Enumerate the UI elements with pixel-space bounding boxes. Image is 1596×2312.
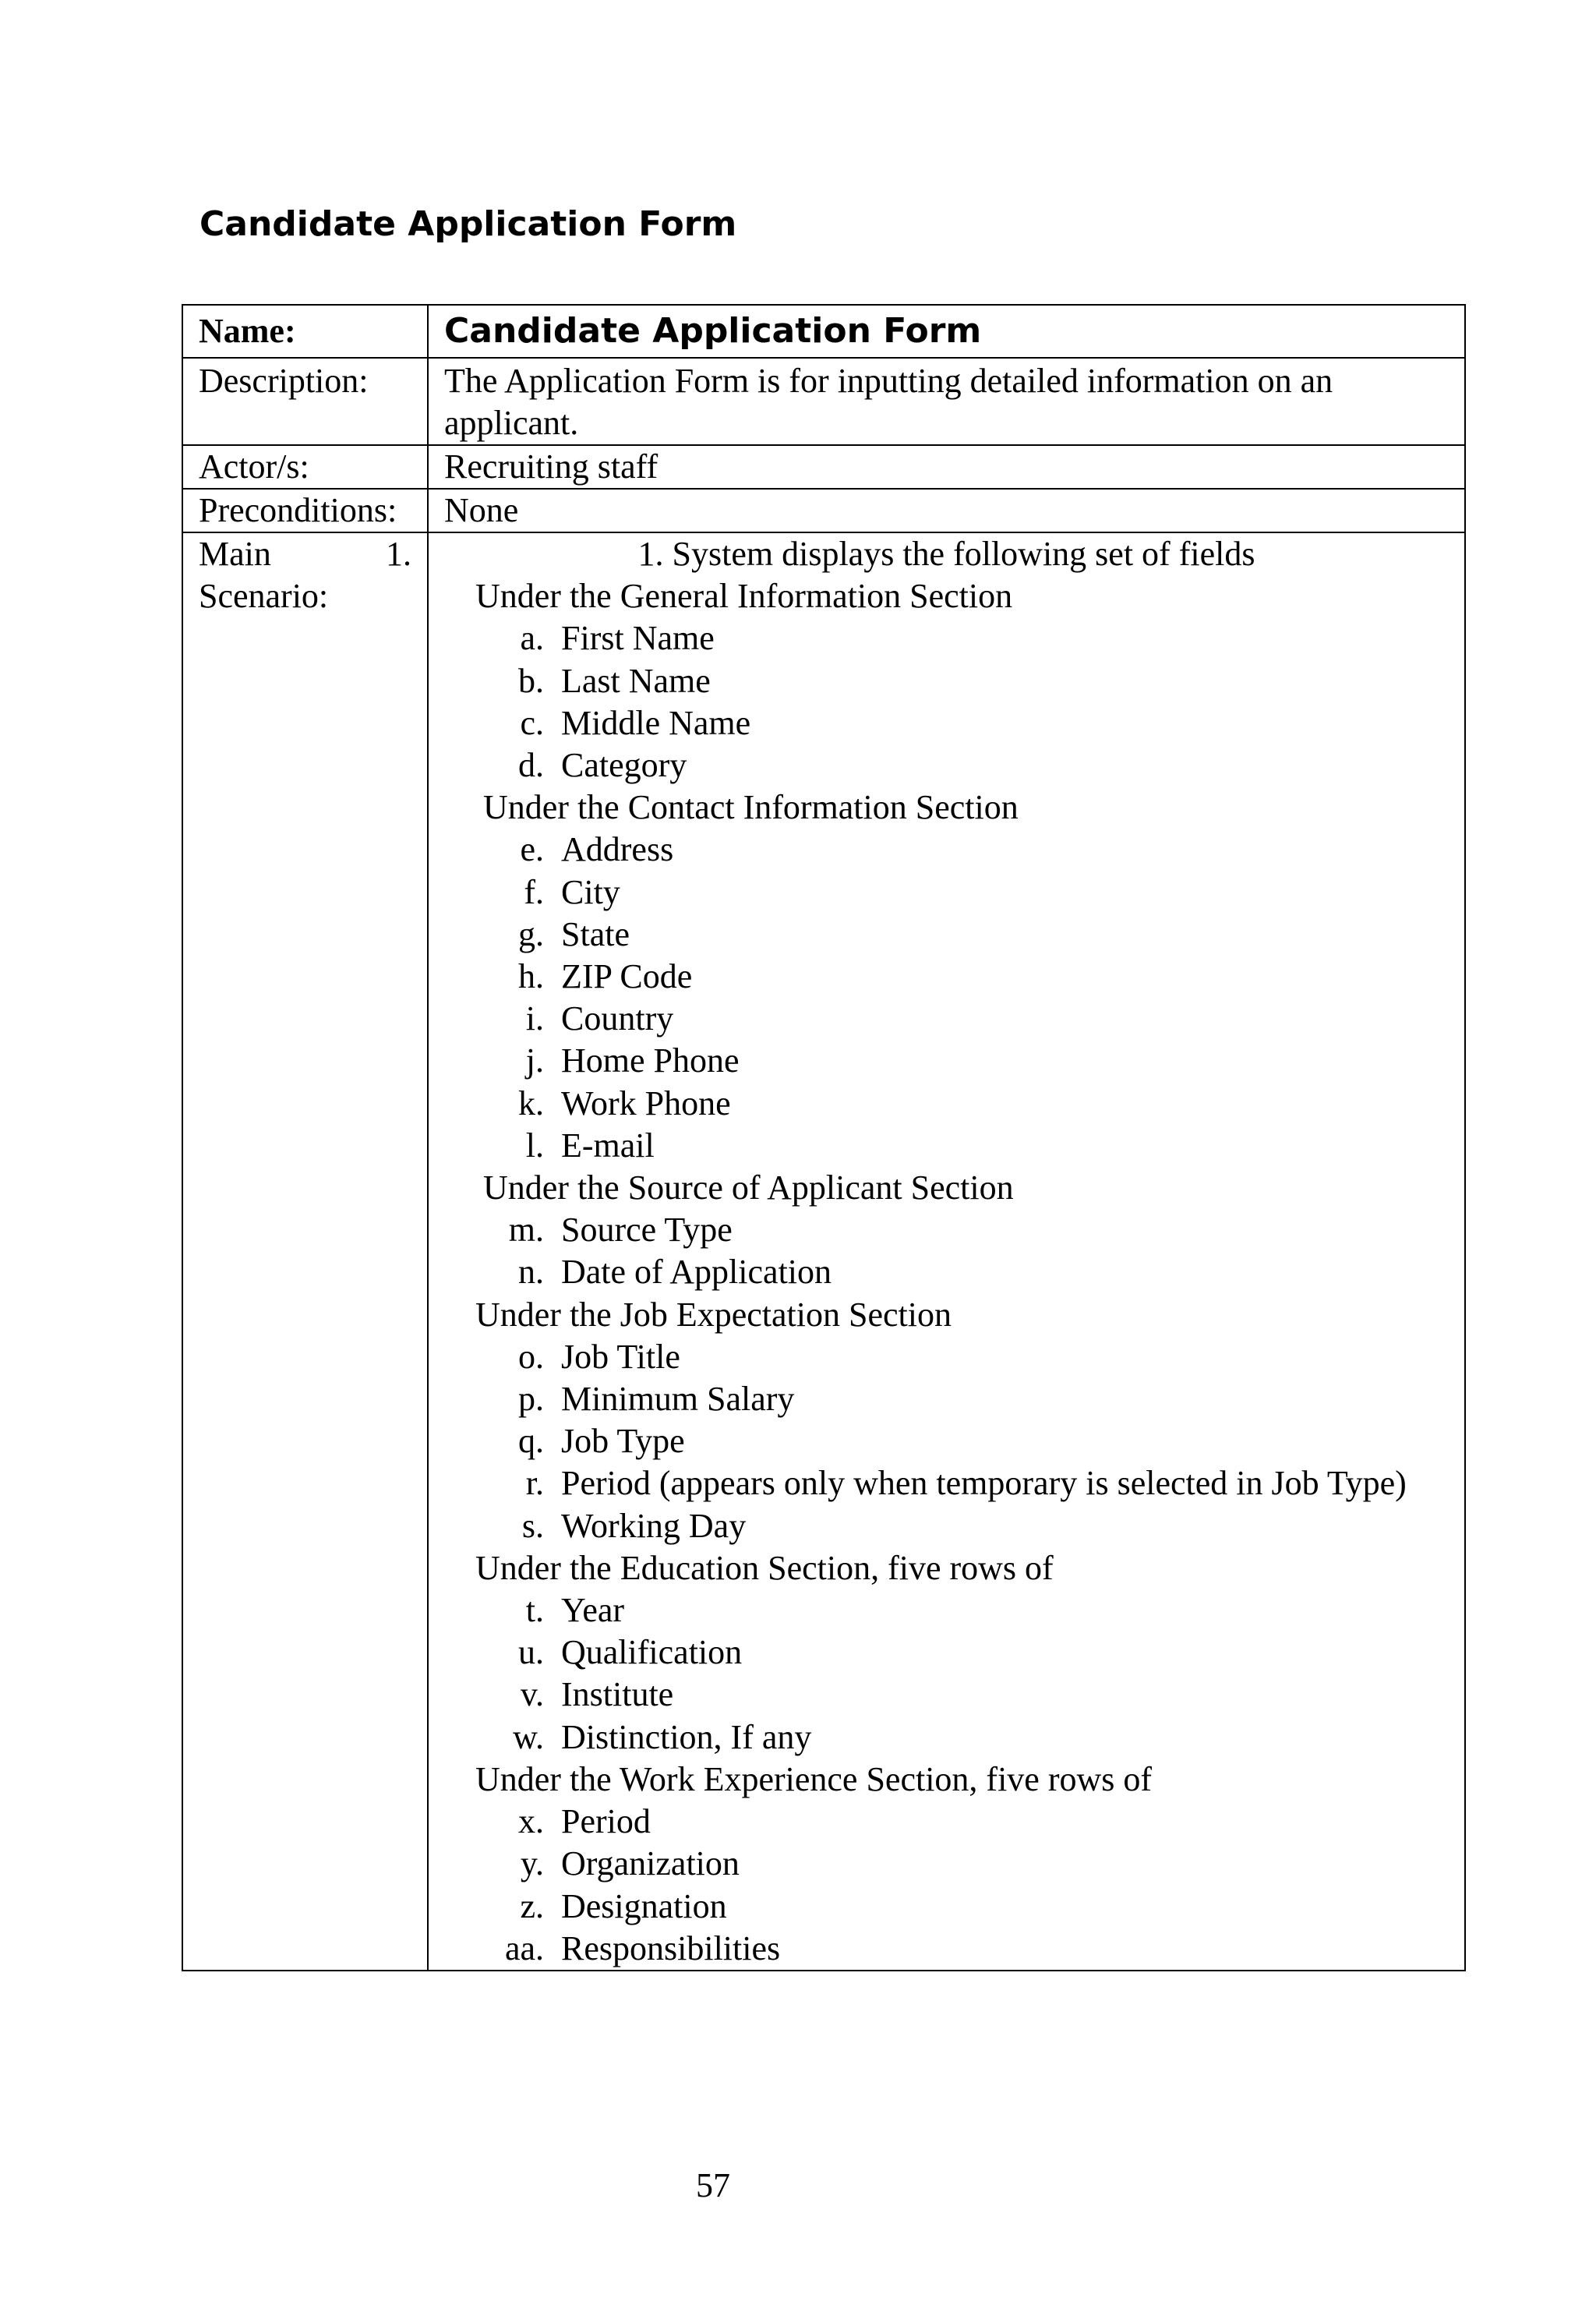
- list-item: [444, 1801, 1449, 1843]
- list-item-text: Job Type: [561, 1422, 685, 1461]
- section-title: Under the Contact Information Section: [483, 788, 1019, 827]
- preconditions-value: None: [428, 489, 1465, 532]
- list-item-text: Work Phone: [561, 1084, 731, 1122]
- list-item-text: Working Day: [561, 1506, 747, 1545]
- field-list: [444, 1801, 1449, 1970]
- list-item-text: E-mail: [561, 1126, 655, 1165]
- list-item-marker: f.: [524, 872, 544, 911]
- name-value: Candidate Application Form: [444, 311, 982, 351]
- list-item: [444, 1462, 1449, 1504]
- list-item-text: Job Title: [561, 1337, 680, 1376]
- list-item-text: State: [561, 914, 630, 953]
- list-item-text: City: [561, 872, 620, 911]
- list-item-text: Year: [561, 1591, 625, 1630]
- list-item-marker: a.: [520, 619, 544, 658]
- list-item: [444, 1928, 1449, 1970]
- main-scenario-label: [199, 533, 411, 575]
- field-list: [444, 829, 1449, 1167]
- list-item-marker: u.: [518, 1633, 544, 1672]
- list-item-text: Designation: [561, 1886, 727, 1925]
- list-item: [444, 702, 1449, 744]
- list-item: [444, 1378, 1449, 1420]
- scenario-step-title: 1. System displays the following set of fields: [637, 535, 1255, 573]
- list-item-marker: v.: [520, 1675, 544, 1714]
- list-item-marker: t.: [525, 1591, 544, 1630]
- list-item-marker: x.: [518, 1802, 544, 1841]
- list-item: [444, 914, 1449, 956]
- list-item-marker: l.: [525, 1126, 544, 1165]
- list-item-text: Middle Name: [561, 703, 751, 742]
- table-row-description: [182, 358, 1465, 445]
- list-item-marker: o.: [518, 1337, 544, 1376]
- list-item-text: Country: [561, 999, 674, 1038]
- list-item-text: First Name: [561, 619, 715, 658]
- list-item-marker: e.: [520, 830, 544, 869]
- section-title: Under the Education Section, five rows of: [475, 1548, 1054, 1587]
- list-item: [444, 617, 1449, 659]
- main-scenario-label-cell: [182, 532, 428, 1971]
- list-item-text: Distinction, If any: [561, 1717, 812, 1756]
- list-item-text: Category: [561, 746, 687, 785]
- list-item: [444, 956, 1449, 998]
- list-item: [444, 1083, 1449, 1125]
- list-item: [444, 829, 1449, 871]
- name-label: Name:: [199, 312, 296, 350]
- list-item: [444, 1716, 1449, 1759]
- main-scenario-value: [428, 532, 1465, 1971]
- list-item-marker: c.: [520, 703, 544, 742]
- actor-label: Actor/s:: [182, 445, 428, 489]
- list-item: [444, 744, 1449, 787]
- list-item-text: Source Type: [561, 1211, 733, 1250]
- table-row-preconditions: [182, 489, 1465, 532]
- list-item: [444, 998, 1449, 1040]
- list-item: [444, 1886, 1449, 1928]
- list-item-text: Institute: [561, 1675, 674, 1714]
- actor-value: Recruiting staff: [428, 445, 1465, 489]
- list-item: [444, 1336, 1449, 1378]
- list-item-marker: j.: [525, 1041, 544, 1080]
- name-label-cell: [182, 305, 428, 358]
- list-item-text: ZIP Code: [561, 957, 693, 996]
- list-item-marker: h.: [518, 957, 544, 996]
- name-value-cell: [428, 305, 1465, 358]
- section-title: Under the General Information Section: [475, 577, 1013, 616]
- list-item-text: Last Name: [561, 661, 711, 700]
- field-list: [444, 1336, 1449, 1547]
- list-item-marker: s.: [521, 1506, 544, 1545]
- list-item-text: Minimum Salary: [561, 1380, 795, 1419]
- list-item-marker: k.: [518, 1084, 544, 1122]
- table-row-main-scenario: [182, 532, 1465, 1971]
- list-item: [444, 1040, 1449, 1082]
- list-item-text: Organization: [561, 1844, 740, 1883]
- list-item-marker: b.: [518, 661, 544, 700]
- list-item-marker: m.: [508, 1211, 544, 1250]
- list-item-marker: i.: [525, 999, 544, 1038]
- list-item: [444, 871, 1449, 914]
- main-label-number: 1.: [386, 535, 411, 573]
- list-item-marker: w.: [513, 1717, 544, 1756]
- page-title: Candidate Application Form: [200, 204, 737, 244]
- list-item: [444, 1631, 1449, 1674]
- list-item: [444, 1589, 1449, 1631]
- description-value: The Application Form is for inputting detailed information on an applicant.: [428, 358, 1465, 445]
- table-row-actor: [182, 445, 1465, 489]
- list-item-marker: p.: [518, 1380, 544, 1419]
- list-item-text: Qualification: [561, 1633, 743, 1672]
- use-case-table: [182, 304, 1466, 1971]
- field-list: [444, 1209, 1449, 1293]
- scenario-sections: [444, 575, 1449, 1970]
- list-item-text: Home Phone: [561, 1041, 740, 1080]
- list-item-text: Period (appears only when temporary is selected in Job Type): [561, 1464, 1407, 1503]
- list-item-marker: aa.: [504, 1928, 544, 1967]
- table-row-name: [182, 305, 1465, 358]
- list-item: [444, 660, 1449, 702]
- list-item: [444, 1209, 1449, 1251]
- field-list: [444, 1589, 1449, 1759]
- list-item: [444, 1420, 1449, 1462]
- page-number: 57: [696, 2166, 730, 2204]
- list-item: [444, 1125, 1449, 1167]
- section-title: Under the Work Experience Section, five rows of: [475, 1759, 1153, 1798]
- list-item-marker: q.: [518, 1422, 544, 1461]
- list-item-marker: g.: [518, 914, 544, 953]
- description-label: Description:: [182, 358, 428, 445]
- list-item-text: Date of Application: [561, 1253, 832, 1292]
- list-item-marker: d.: [518, 746, 544, 785]
- list-item: [444, 1674, 1449, 1716]
- scenario-label-word: Scenario:: [199, 577, 329, 616]
- list-item-marker: n.: [518, 1253, 544, 1292]
- field-list: [444, 617, 1449, 787]
- section-title: Under the Job Expectation Section: [475, 1295, 952, 1334]
- section-title: Under the Source of Applicant Section: [483, 1168, 1014, 1207]
- list-item: [444, 1505, 1449, 1547]
- main-label-word: Main: [199, 535, 271, 573]
- list-item: [444, 1843, 1449, 1885]
- list-item-text: Period: [561, 1802, 651, 1841]
- list-item-marker: y.: [520, 1844, 544, 1883]
- list-item: [444, 1251, 1449, 1293]
- list-item-marker: r.: [525, 1464, 544, 1503]
- list-item-marker: z.: [520, 1886, 544, 1925]
- list-item-text: Address: [561, 830, 674, 869]
- preconditions-label: Preconditions:: [182, 489, 428, 532]
- list-item-text: Responsibilities: [561, 1928, 781, 1967]
